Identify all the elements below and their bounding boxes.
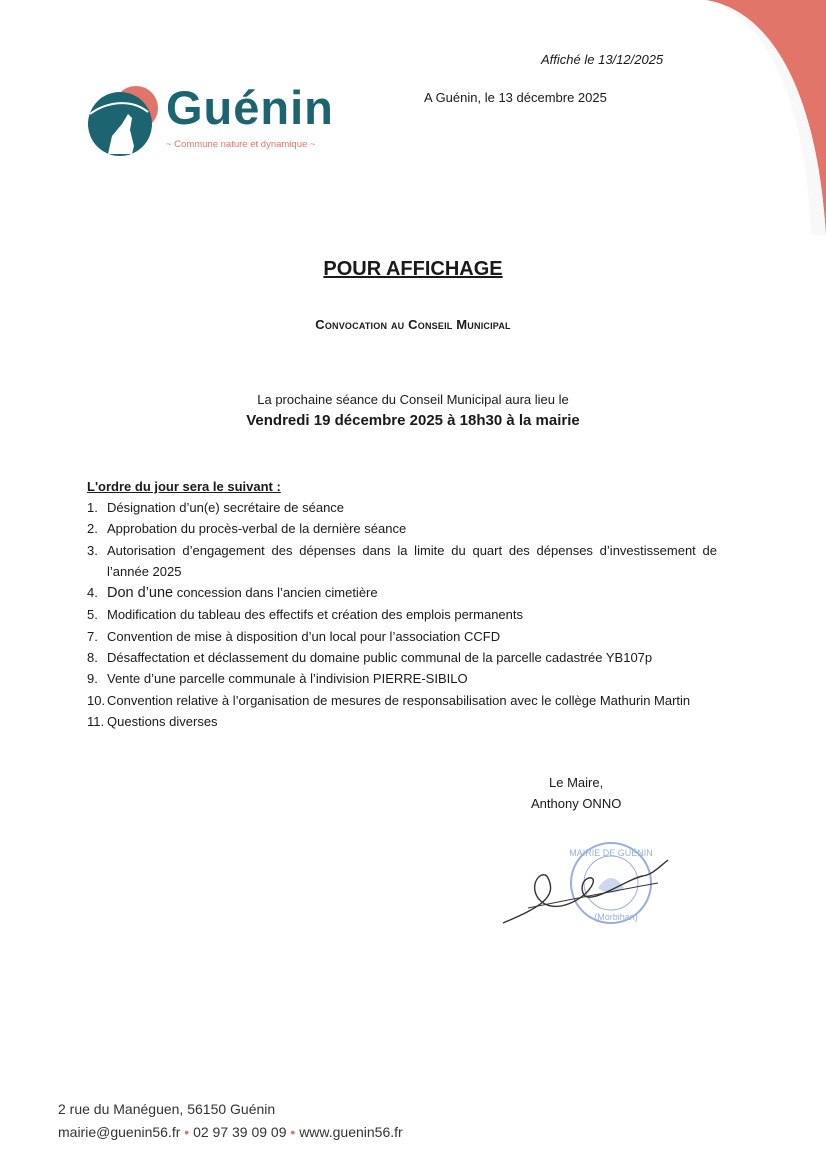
agenda-item-number: 10. <box>87 692 106 708</box>
agenda-item-number: 3. <box>87 542 98 558</box>
signatory-role: Le Maire, <box>549 775 604 790</box>
footer-website[interactable]: www.guenin56.fr <box>299 1124 403 1140</box>
wolf-emblem-icon <box>86 84 162 160</box>
svg-text:MAIRIE DE GUÉNIN: MAIRIE DE GUÉNIN <box>569 848 653 858</box>
agenda-item-number: 1. <box>87 500 98 515</box>
agenda-item <box>87 518 717 539</box>
agenda-item-text: Autorisation d’engagement des dépenses dans la limite du quart des dépenses d’investissement de l’année 2025 <box>107 542 717 579</box>
agenda-item <box>87 582 717 604</box>
agenda-item-text: Convention relative à l’organisation de mesures de responsabilisation avec le collège Mathurin Martin <box>107 692 691 708</box>
agenda-item-text: Modification du tableau des effectifs et création des emplois permanents <box>107 607 523 623</box>
agenda-item <box>87 540 717 583</box>
agenda-item <box>87 711 717 732</box>
meeting-intro: La prochaine séance du Conseil Municipal aura lieu le <box>257 392 569 407</box>
agenda-item-number: 11. <box>87 713 105 729</box>
agenda-item-text: Vente d’une parcelle communale à l’indivision PIERRE-SIBILO <box>107 671 468 687</box>
agenda-item-text-wrap <box>107 582 717 604</box>
agenda-item-number: 8. <box>87 650 98 666</box>
posted-date: Affiché le 13/12/2025 <box>541 52 664 67</box>
agenda-list <box>87 497 717 732</box>
agenda-item <box>87 668 717 689</box>
footer-phone: 02 97 39 09 09 <box>193 1124 287 1140</box>
agenda-item <box>87 497 717 518</box>
agenda-item-lead: Don d’une <box>107 585 174 602</box>
agenda-item-number: 4. <box>87 585 98 601</box>
agenda-item-text: Questions diverses <box>107 713 218 729</box>
agenda-item <box>87 690 717 711</box>
svg-text:(Morbihan): (Morbihan) <box>594 912 638 922</box>
logo-tagline: ~ Commune nature et dynamique ~ <box>166 139 316 150</box>
agenda-item <box>87 647 717 668</box>
logo-wordmark: Guénin <box>166 81 334 134</box>
agenda-heading: L'ordre du jour sera le suivant : <box>87 479 281 494</box>
agenda-item-text: Désaffectation et déclassement du domaine public communal de la parcelle cadastrée YB107p <box>107 650 653 666</box>
official-stamp <box>569 843 653 923</box>
agenda-item-text: Désignation d’un(e) secrétaire de séance <box>107 500 345 515</box>
agenda-item <box>87 604 717 625</box>
footer-email[interactable]: mairie@guenin56.fr <box>58 1124 181 1140</box>
footer-address: 2 rue du Manéguen, 56150 Guénin <box>58 1101 276 1117</box>
decorative-corner-shape <box>706 0 826 235</box>
place-date: A Guénin, le 13 décembre 2025 <box>424 90 607 105</box>
commune-logo <box>86 81 356 160</box>
agenda-item-text: Approbation du procès-verbal de la dernière séance <box>107 521 407 537</box>
footer-contact <box>58 1124 403 1140</box>
separator-dot: • <box>184 1124 190 1140</box>
agenda-item-text: Convention de mise à disposition d’un local pour l’association CCFD <box>107 628 501 644</box>
agenda-item-number: 9. <box>87 671 98 687</box>
separator-dot: • <box>290 1124 296 1140</box>
document-title: POUR AFFICHAGE <box>323 258 503 280</box>
signature-and-stamp <box>498 838 673 933</box>
agenda-item-text: concession dans l’ancien cimetière <box>173 585 378 601</box>
agenda-item-number: 7. <box>87 628 98 644</box>
signatory-name: Anthony ONNO <box>531 796 622 811</box>
agenda-item-number: 2. <box>87 521 98 537</box>
document-subtitle: Convocation au Conseil Municipal <box>315 317 511 332</box>
agenda-item <box>87 626 717 647</box>
agenda-item-number: 5. <box>87 607 98 623</box>
meeting-datetime: Vendredi 19 décembre 2025 à 18h30 à la mairie <box>246 412 580 429</box>
